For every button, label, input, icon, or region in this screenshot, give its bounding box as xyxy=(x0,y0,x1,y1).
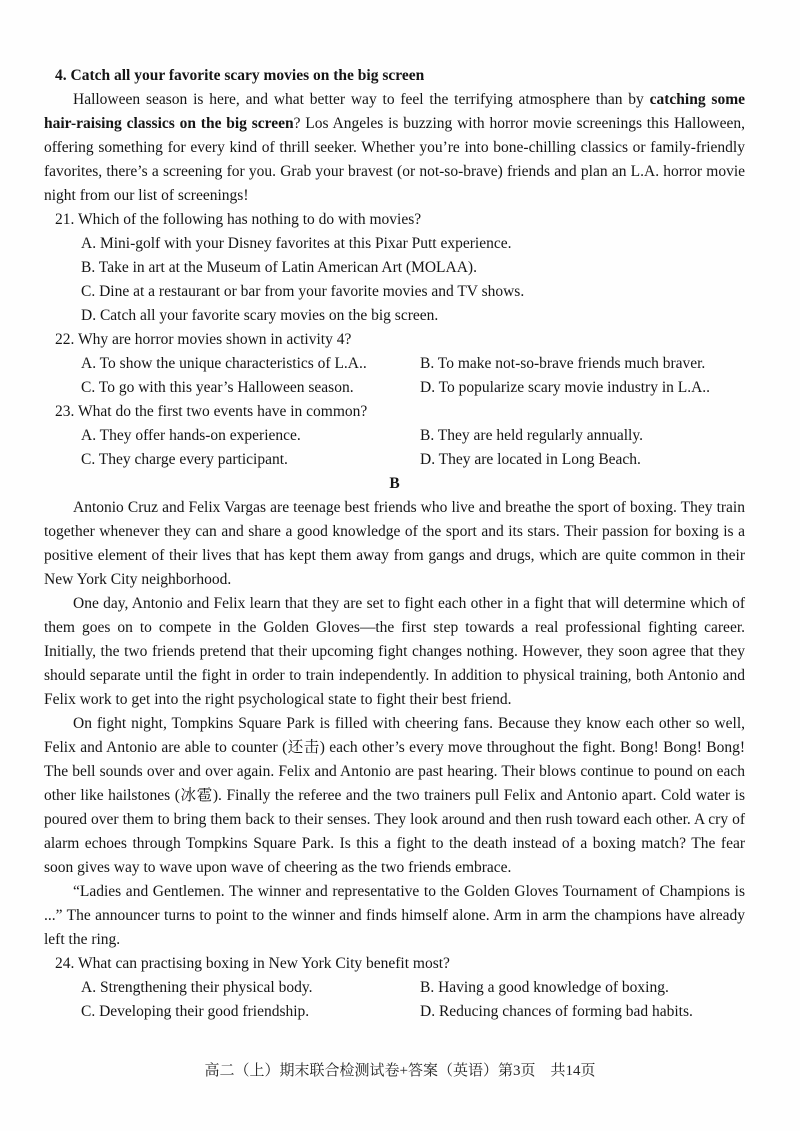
intro-paragraph xyxy=(44,88,745,208)
question-21-option-b: B. Take in art at the Museum of Latin American Art (MOLAA). xyxy=(81,259,477,276)
question-23 xyxy=(44,400,745,424)
question-22-option-b: B. To make not-so-brave friends much braver. xyxy=(420,355,706,372)
page-footer: 高二（上）期末联合检测试卷+答案（英语）第3页 共14页 xyxy=(204,1063,596,1079)
question-22-option-c: C. To go with this year’s Halloween season. xyxy=(81,379,354,396)
page-content xyxy=(44,64,745,1024)
question-24-options-row-1 xyxy=(44,976,745,1000)
section-b-heading: B xyxy=(389,475,400,492)
question-23-text: What do the first two events have in common? xyxy=(78,403,368,420)
question-22-option-a: A. To show the unique characteristics of L.A.. xyxy=(81,355,367,372)
question-22-option-d: D. To popularize scary movie industry in L.A.. xyxy=(420,379,711,396)
question-23-options-row-2 xyxy=(44,448,745,472)
question-21-option-a: A. Mini-golf with your Disney favorites at this Pixar Putt experience. xyxy=(81,235,512,252)
question-24-option-a: A. Strengthening their physical body. xyxy=(81,979,313,996)
question-23-option-a: A. They offer hands-on experience. xyxy=(81,427,301,444)
question-22-options-row-2 xyxy=(44,376,745,400)
question-21 xyxy=(44,208,745,232)
passage-b-paragraph-2: One day, Antonio and Felix learn that they are set to fight each other in a fight that will determine which of them goes on to compete in the Golden Gloves—the first step towards a real professional fighting career. Initially, the two friends pretend that their upcoming fight changes nothing. However, they soon agree that they should separate until the fight in order to train independently. In addition to physical training, both Antonio and Felix work to get into the right psychological state to fight their best friend. xyxy=(44,595,745,708)
question-22-options-row-1 xyxy=(44,352,745,376)
question-24-option-c: C. Developing their good friendship. xyxy=(81,1003,310,1020)
question-23-option-c: C. They charge every participant. xyxy=(81,451,288,468)
question-24-text: What can practising boxing in New York City benefit most? xyxy=(78,955,450,972)
question-24-option-d: D. Reducing chances of forming bad habits. xyxy=(420,1003,693,1020)
passage-b-paragraph-3: On fight night, Tompkins Square Park is filled with cheering fans. Because they know each other so well, Felix and Antonio are able to counter (还击) each other’s every move throughout the fight. Bong! Bong! Bong! The bell sounds over and over again. Felix and Antonio are past hearing. Their blows continue to pound on each other like hailstones (冰雹). Finally the referee and the two trainers pull Felix and Antonio apart. Cold water is poured over them to bring them back to their senses. They look around and then rush toward each other. A cry of alarm echoes through Tompkins Square Park. Is this a fight to the death instead of a boxing match? The fear soon gives way to wave upon wave of cheering as the two friends embrace. xyxy=(44,715,745,876)
passage-b-paragraph-4: “Ladies and Gentlemen. The winner and representative to the Golden Gloves Tournament of Champions is ...” The announcer turns to point to the winner and finds himself alone. Arm in arm the champions have already left the ring. xyxy=(44,883,745,948)
question-23-number: 23. xyxy=(55,403,75,420)
question-24-number: 24. xyxy=(55,955,75,972)
question-21-text: Which of the following has nothing to do with movies? xyxy=(78,211,422,228)
question-22-number: 22. xyxy=(55,331,75,348)
question-22-text: Why are horror movies shown in activity 4? xyxy=(78,331,352,348)
question-24-option-b: B. Having a good knowledge of boxing. xyxy=(420,979,669,996)
question-24 xyxy=(44,952,745,976)
activity-heading: 4. Catch all your favorite scary movies on the big screen xyxy=(55,67,425,84)
question-24-options-row-2 xyxy=(44,1000,745,1024)
question-21-option-d: D. Catch all your favorite scary movies on the big screen. xyxy=(81,307,439,324)
question-21-number: 21. xyxy=(55,211,75,228)
question-23-options-row-1 xyxy=(44,424,745,448)
passage-b-paragraph-1: Antonio Cruz and Felix Vargas are teenage best friends who live and breathe the sport of boxing. They train together whenever they can and share a good knowledge of the sport and its stars. Their passion for boxing is a positive element of their lives that has kept them away from gangs and drugs, which are quite common in their New York City neighborhood. xyxy=(44,499,745,588)
intro-run-3: ? Los Angeles is buzzing with horror movie screenings this Halloween, offering something for every kind of thrill seeker. Whether you’re into bone-chilling classics or family-friendly favorites, there’s a screening for you. Grab your bravest (or not-so-brave) friends and plan an L.A. horror movie night from our list of screenings! xyxy=(44,115,745,204)
question-23-option-d: D. They are located in Long Beach. xyxy=(420,451,641,468)
intro-run-bold: catching some hair-raising classics on the big screen xyxy=(44,91,745,132)
question-22 xyxy=(44,328,745,352)
intro-run-1: Halloween season is here, and what better way to feel the terrifying atmosphere than by xyxy=(73,91,650,108)
question-23-option-b: B. They are held regularly annually. xyxy=(420,427,643,444)
question-21-option-c: C. Dine at a restaurant or bar from your favorite movies and TV shows. xyxy=(81,283,525,300)
